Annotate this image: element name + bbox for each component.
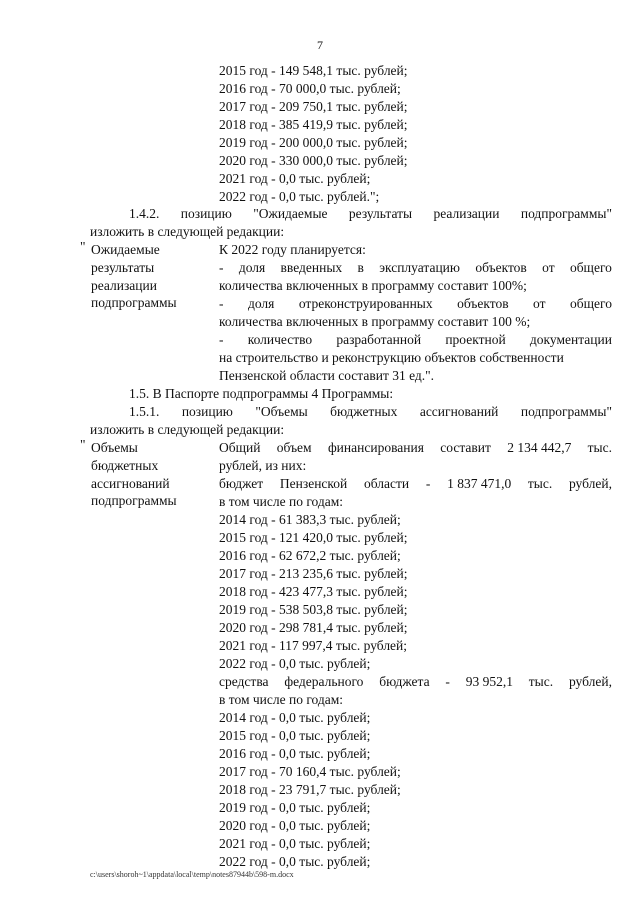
year-line: 2015 год - 0,0 тыс. рублей; bbox=[219, 728, 371, 743]
word: 93 952,1 bbox=[465, 674, 513, 689]
word: подпрограммы" bbox=[520, 404, 612, 419]
word: 1.4.2. bbox=[129, 206, 160, 221]
section-142-heading bbox=[129, 205, 612, 223]
label-line: подпрограммы bbox=[91, 295, 177, 311]
year-line: 2018 год - 385 419,9 тыс. рублей; bbox=[219, 117, 408, 132]
word: подпрограммы" bbox=[520, 206, 612, 221]
section-151-line2: изложить в следующей редакции: bbox=[90, 422, 285, 437]
word: в bbox=[357, 260, 364, 275]
word: 1.5.1. bbox=[129, 404, 160, 419]
word: 2 134 442,7 bbox=[507, 440, 572, 455]
year-line: 2019 год - 0,0 тыс. рублей; bbox=[219, 800, 371, 815]
word: общего bbox=[569, 260, 612, 275]
expected-item-3-line2: на строительство и реконструкцию объектов собственности bbox=[219, 350, 564, 365]
word: - bbox=[425, 476, 431, 491]
year-line: 2022 год - 0,0 тыс. рублей."; bbox=[219, 189, 380, 204]
word: доля bbox=[247, 296, 275, 311]
budget-regional bbox=[219, 475, 612, 493]
word: рублей, bbox=[568, 674, 612, 689]
footer-file-path: c:\users\shoroh~1\appdata\local\temp\notes87944b\598-m.docx bbox=[90, 870, 294, 879]
label-line: Объемы bbox=[91, 440, 138, 455]
year-line: 2016 год - 0,0 тыс. рублей; bbox=[219, 746, 371, 761]
word: проектной bbox=[445, 332, 506, 347]
budget-label bbox=[91, 439, 177, 510]
budget-federal bbox=[219, 673, 612, 691]
label-line: Ожидаемые bbox=[91, 242, 160, 257]
year-line: 2018 год - 23 791,7 тыс. рублей; bbox=[219, 782, 401, 797]
year-line: 2014 год - 0,0 тыс. рублей; bbox=[219, 710, 371, 725]
year-line: 2021 год - 0,0 тыс. рублей; bbox=[219, 171, 371, 186]
label-line: бюджетных bbox=[91, 457, 159, 473]
budget-regional-cont: в том числе по годам: bbox=[219, 494, 344, 509]
year-line: 2018 год - 423 477,3 тыс. рублей; bbox=[219, 584, 408, 599]
year-line: 2015 год - 121 420,0 тыс. рублей; bbox=[219, 530, 408, 545]
year-line: 2022 год - 0,0 тыс. рублей; bbox=[219, 854, 371, 869]
year-line: 2021 год - 0,0 тыс. рублей; bbox=[219, 836, 371, 851]
word: ассигнований bbox=[419, 404, 499, 419]
year-line: 2016 год - 62 672,2 тыс. рублей; bbox=[219, 548, 401, 563]
expected-results-label bbox=[91, 241, 177, 312]
budget-federal-cont: в том числе по годам: bbox=[219, 692, 344, 707]
word: рублей, bbox=[568, 476, 612, 491]
section-151-heading bbox=[129, 403, 612, 421]
word: 1 837 471,0 bbox=[447, 476, 512, 491]
word: составит bbox=[440, 440, 491, 455]
year-line: 2019 год - 200 000,0 тыс. рублей; bbox=[219, 135, 408, 150]
section-142-line2: изложить в следующей редакции: bbox=[90, 224, 285, 239]
word: от bbox=[533, 296, 546, 311]
word: Общий bbox=[219, 440, 261, 455]
word: эксплуатацию bbox=[379, 260, 460, 275]
expected-item-3-line3: Пензенской области составит 31 ед.". bbox=[219, 368, 435, 383]
word: введенных bbox=[280, 260, 343, 275]
word: объем bbox=[276, 440, 312, 455]
word: - bbox=[219, 332, 224, 347]
year-line: 2019 год - 538 503,8 тыс. рублей; bbox=[219, 602, 408, 617]
word: финансирования bbox=[327, 440, 424, 455]
word: тыс. bbox=[587, 440, 612, 455]
year-line: 2015 год - 149 548,1 тыс. рублей; bbox=[219, 63, 408, 78]
label-line: результаты bbox=[91, 259, 155, 275]
word: количество bbox=[247, 332, 313, 347]
expected-item-3 bbox=[219, 331, 612, 349]
year-line: 2020 год - 0,0 тыс. рублей; bbox=[219, 818, 371, 833]
word: от bbox=[542, 260, 555, 275]
word: федерального bbox=[284, 674, 364, 689]
year-line: 2017 год - 209 750,1 тыс. рублей; bbox=[219, 99, 408, 114]
expected-results-intro: К 2022 году планируется: bbox=[219, 242, 366, 257]
year-line: 2022 год - 0,0 тыс. рублей; bbox=[219, 656, 371, 671]
word: документации bbox=[529, 332, 612, 347]
word: области bbox=[363, 476, 410, 491]
word: Пензенской bbox=[279, 476, 348, 491]
word: "Ожидаемые bbox=[253, 206, 328, 221]
word: средства bbox=[219, 674, 269, 689]
word: общего bbox=[570, 296, 612, 311]
word: результаты bbox=[348, 206, 413, 221]
word: бюджетных bbox=[330, 404, 398, 419]
word: объектов bbox=[475, 260, 527, 275]
word: доля bbox=[238, 260, 266, 275]
word: - bbox=[445, 674, 450, 689]
word: "Объемы bbox=[255, 404, 308, 419]
page-number: 7 bbox=[317, 38, 323, 52]
expected-item-1 bbox=[219, 259, 612, 277]
word: разработанной bbox=[336, 332, 422, 347]
year-line: 2020 год - 330 000,0 тыс. рублей; bbox=[219, 153, 408, 168]
word: бюджета bbox=[379, 674, 430, 689]
word: - bbox=[219, 260, 224, 275]
year-line: 2016 год - 70 000,0 тыс. рублей; bbox=[219, 81, 401, 96]
label-line: подпрограммы bbox=[91, 493, 177, 509]
expected-item-2-cont: количества включенных в программу составит 100 %; bbox=[219, 314, 531, 329]
word: позицию bbox=[180, 206, 232, 221]
word: - bbox=[219, 296, 224, 311]
budget-total bbox=[219, 439, 612, 457]
word: отреконструированных bbox=[298, 296, 433, 311]
opening-quote: " bbox=[80, 437, 86, 452]
word: объектов bbox=[457, 296, 509, 311]
year-line: 2020 год - 298 781,4 тыс. рублей; bbox=[219, 620, 408, 635]
expected-item-2 bbox=[219, 295, 612, 313]
label-line: ассигнований bbox=[91, 475, 170, 491]
word: тыс. bbox=[527, 476, 553, 491]
section-15-heading: 1.5. В Паспорте подпрограммы 4 Программы: bbox=[129, 386, 394, 401]
word: позицию bbox=[181, 404, 233, 419]
year-line: 2017 год - 213 235,6 тыс. рублей; bbox=[219, 566, 408, 581]
opening-quote: " bbox=[80, 239, 86, 254]
word: реализации bbox=[433, 206, 500, 221]
year-line: 2021 год - 117 997,4 тыс. рублей; bbox=[219, 638, 408, 653]
year-line: 2014 год - 61 383,3 тыс. рублей; bbox=[219, 512, 401, 527]
label-line: реализации bbox=[91, 277, 157, 293]
year-line: 2017 год - 70 160,4 тыс. рублей; bbox=[219, 764, 401, 779]
word: бюджет bbox=[219, 476, 264, 491]
budget-total-cont: рублей, из них: bbox=[219, 458, 307, 473]
word: тыс. bbox=[528, 674, 554, 689]
expected-item-1-cont: количества включенных в программу составит 100%; bbox=[219, 278, 527, 293]
